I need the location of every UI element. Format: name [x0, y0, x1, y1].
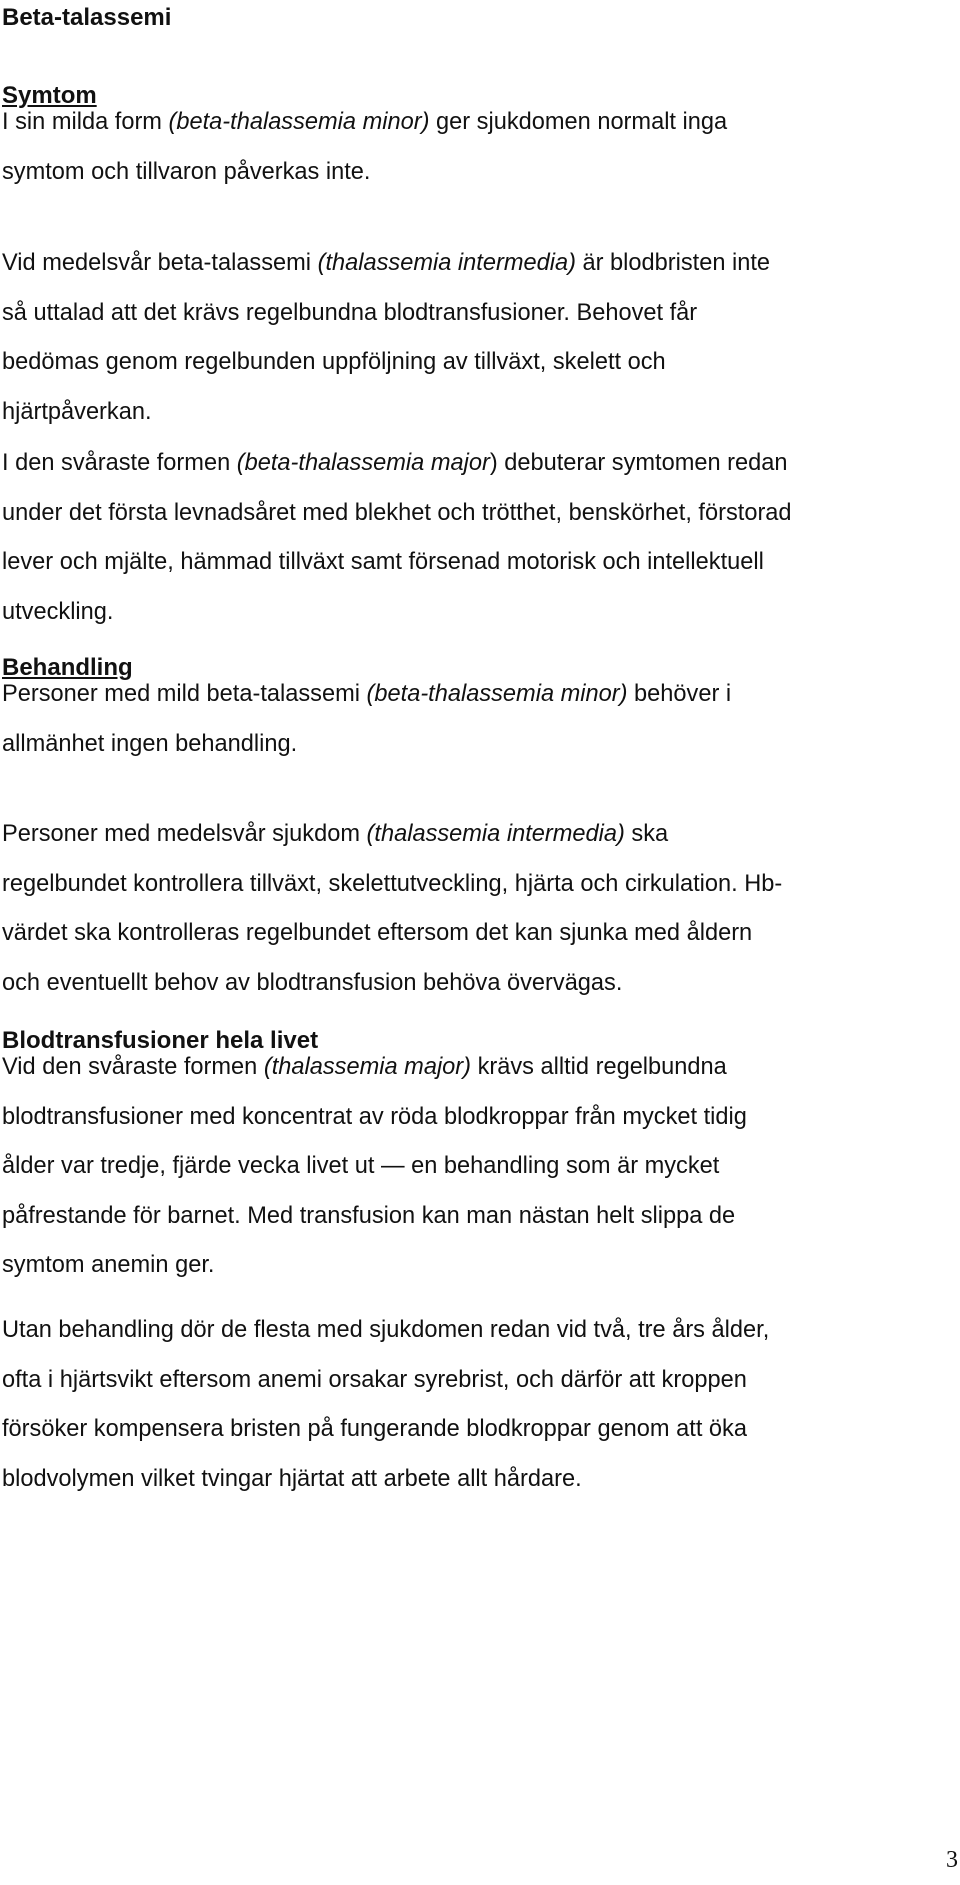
- text-line: [2, 338, 947, 388]
- text-segment: ska: [624, 821, 669, 847]
- text-line: [2, 98, 947, 148]
- text-line: [2, 1043, 947, 1093]
- text-segment: Personer med mild beta-talassemi: [2, 681, 367, 707]
- paragraph-symtom-major: [2, 439, 947, 637]
- text-segment: regelbundet kontrollera tillväxt, skelettutveckling, hjärta och cirkulation. Hb-: [2, 870, 783, 897]
- text-segment: hjärtpåverkan.: [2, 398, 152, 425]
- text-segment: under det första levnadsåret med blekhet och trötthet, benskörhet, förstorad: [2, 499, 792, 526]
- text-segment: behöver i: [627, 681, 732, 707]
- paragraph-behandling-minor: [2, 670, 947, 769]
- text-segment: ger sjukdomen normalt inga: [429, 109, 728, 135]
- text-line: [2, 1142, 947, 1192]
- text-line: [2, 1455, 947, 1505]
- text-line: [2, 489, 947, 539]
- text-line: [2, 239, 947, 289]
- paragraph-utan-behandling: [2, 1306, 947, 1504]
- text-line: [2, 148, 947, 198]
- heading-symtom: Symtom: [2, 82, 97, 109]
- text-line: [2, 289, 947, 339]
- heading-blodtransfusioner: Blodtransfusioner hela livet: [2, 1027, 319, 1054]
- page-number: 3: [946, 1847, 958, 1873]
- text-segment: krävs alltid regelbundna: [471, 1054, 727, 1080]
- text-line: [2, 860, 947, 910]
- text-segment: är blodbristen inte: [575, 250, 771, 276]
- text-segment: ofta i hjärtsvikt eftersom anemi orsakar syrebrist, och därför att kroppen: [2, 1366, 747, 1393]
- text-segment: lever och mjälte, hämmad tillväxt samt försenad motorisk och intellektuell: [2, 549, 764, 575]
- text-segment: I sin milda form: [2, 109, 169, 135]
- text-segment: symtom och tillvaron påverkas inte.: [2, 158, 371, 185]
- text-segment: blodtransfusioner med koncentrat av röda blodkroppar från mycket tidig: [2, 1103, 747, 1130]
- text-line: [2, 538, 947, 588]
- text-segment: och eventuellt behov av blodtransfusion behöva övervägas.: [2, 969, 623, 996]
- heading-behandling: Behandling: [2, 654, 133, 681]
- text-line: [2, 1306, 947, 1356]
- text-line: [2, 439, 947, 489]
- text-segment: symtom anemin ger.: [2, 1252, 215, 1278]
- text-line: [2, 720, 947, 770]
- text-segment: allmänhet ingen behandling.: [2, 730, 298, 757]
- text-line: [2, 1241, 947, 1291]
- text-segment: Vid den svåraste formen: [2, 1054, 264, 1080]
- text-line: [2, 388, 947, 438]
- paragraph-symtom-intermedia: [2, 239, 947, 437]
- text-segment: I den svåraste formen: [2, 450, 237, 476]
- text-line: [2, 1405, 947, 1455]
- text-line: [2, 1192, 947, 1242]
- text-segment: ) debuterar symtomen redan: [489, 450, 788, 476]
- italic-term: (beta-thalassemia major: [236, 450, 490, 476]
- text-line: [2, 1093, 947, 1143]
- paragraph-blodtransfusioner-major: [2, 1043, 947, 1291]
- text-segment: så uttalad att det krävs regelbundna blodtransfusioner. Behovet får: [2, 299, 698, 326]
- text-segment: blodvolymen vilket tvingar hjärtat att arbete allt hårdare.: [2, 1465, 582, 1492]
- italic-term: (beta-thalassemia minor): [366, 681, 628, 707]
- text-line: [2, 810, 947, 860]
- text-segment: utveckling.: [2, 598, 114, 625]
- text-segment: påfrestande för barnet. Med transfusion kan man nästan helt slippa de: [2, 1202, 736, 1229]
- italic-term: (thalassemia major): [263, 1054, 472, 1080]
- page-title: Beta-talassemi: [2, 4, 172, 31]
- text-line: [2, 1356, 947, 1406]
- text-line: [2, 909, 947, 959]
- text-line: [2, 670, 947, 720]
- text-segment: bedömas genom regelbunden uppföljning av tillväxt, skelett och: [2, 349, 666, 375]
- text-line: [2, 959, 947, 1009]
- italic-term: (thalassemia intermedia): [317, 250, 576, 276]
- paragraph-behandling-intermedia: [2, 810, 947, 1008]
- paragraph-symtom-minor: [2, 98, 947, 197]
- text-segment: värdet ska kontrolleras regelbundet eftersom det kan sjunka med åldern: [2, 920, 753, 946]
- text-segment: ålder var tredje, fjärde vecka livet ut — en behandling som är mycket: [2, 1153, 720, 1179]
- italic-term: (beta-thalassemia minor): [168, 109, 430, 135]
- text-segment: Vid medelsvår beta-talassemi: [2, 250, 318, 276]
- text-segment: Utan behandling dör de flesta med sjukdomen redan vid två, tre års ålder,: [2, 1317, 770, 1343]
- text-segment: Personer med medelsvår sjukdom: [2, 821, 367, 847]
- text-line: [2, 588, 947, 638]
- italic-term: (thalassemia intermedia): [366, 821, 625, 847]
- text-segment: försöker kompensera bristen på fungerande blodkroppar genom att öka: [2, 1416, 747, 1442]
